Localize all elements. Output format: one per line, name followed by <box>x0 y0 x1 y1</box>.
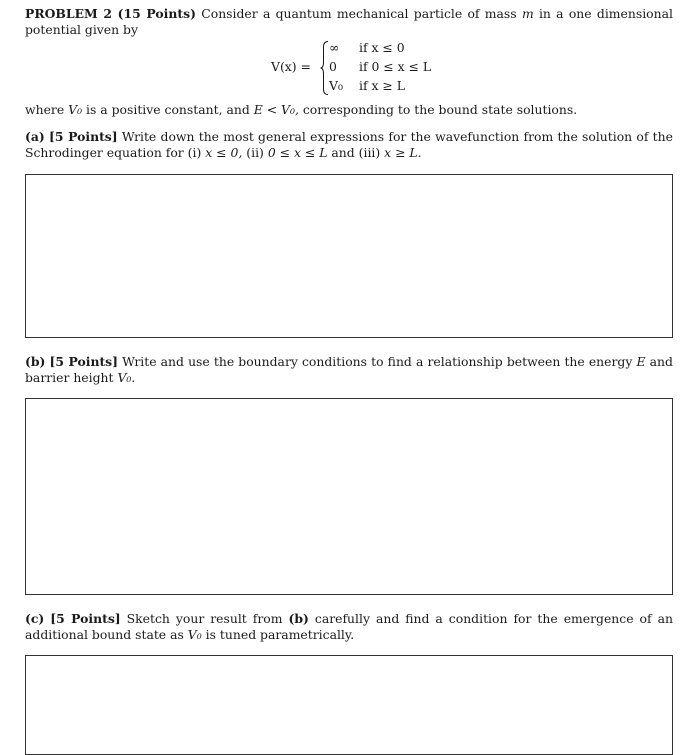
case-condition: if x ≥ L <box>359 78 405 93</box>
problem-intro <box>25 6 673 38</box>
problem-header: PROBLEM 2 (15 Points) <box>25 6 196 21</box>
part-label: (b) <box>25 354 46 369</box>
question-text: and (iii) <box>331 145 381 160</box>
math-expr: x ≥ L. <box>384 145 422 160</box>
part-label: (c) <box>25 611 45 626</box>
equation-lhs: V(x) = <box>271 59 311 74</box>
question-text: and barrier height <box>25 354 673 385</box>
where-line <box>25 102 577 118</box>
case-value: ∞ <box>329 40 340 55</box>
math-expr: E <box>636 354 646 369</box>
where-text: is a positive constant, and <box>86 102 250 117</box>
part-label: (a) <box>25 129 45 144</box>
question-text: Sketch your result from <box>126 611 283 626</box>
v0-symbol: V₀ <box>68 102 83 117</box>
intro-text-1: Consider a quantum mechanical particle of mass <box>201 6 517 21</box>
question-text: Write down the most general expressions for the wavefunction from the solution of the Schrodinger equation for (i) <box>25 129 673 160</box>
math-expr: 0 ≤ x ≤ L <box>267 145 328 160</box>
part-reference: (b) <box>288 611 309 626</box>
mass-symbol: m <box>521 6 534 21</box>
math-expr: V₀ <box>187 627 202 642</box>
case-condition: if 0 ≤ x ≤ L <box>359 59 432 74</box>
potential-equation <box>271 38 471 98</box>
answer-box-a[interactable] <box>25 174 673 338</box>
math-expr: x ≤ 0, <box>205 145 243 160</box>
where-text: where <box>25 102 65 117</box>
question-text: (ii) <box>246 145 264 160</box>
part-points: [5 Points] <box>49 129 118 144</box>
energy-inequality: E < V₀, <box>253 102 299 117</box>
where-text: corresponding to the bound state solutions. <box>302 102 578 117</box>
answer-box-c[interactable] <box>25 655 673 755</box>
question-text: carefully and find a condition for the emergence of an additional bound state as <box>25 611 673 642</box>
intro-text-2: in a one dimensional potential given by <box>25 6 673 37</box>
case-value: V₀ <box>329 78 343 93</box>
question-text: is tuned parametrically. <box>205 627 355 642</box>
case-condition: if x ≤ 0 <box>359 40 405 55</box>
left-brace <box>320 41 329 95</box>
part-a-question <box>25 129 673 161</box>
part-c-question <box>25 611 673 643</box>
part-b-question <box>25 354 673 386</box>
part-points: [5 Points] <box>50 611 121 626</box>
math-expr: V₀. <box>117 370 136 385</box>
question-text: Write and use the boundary conditions to find a relationship between the energy <box>122 354 633 369</box>
answer-box-b[interactable] <box>25 398 673 595</box>
case-value: 0 <box>329 59 337 74</box>
part-points: [5 Points] <box>49 354 119 369</box>
